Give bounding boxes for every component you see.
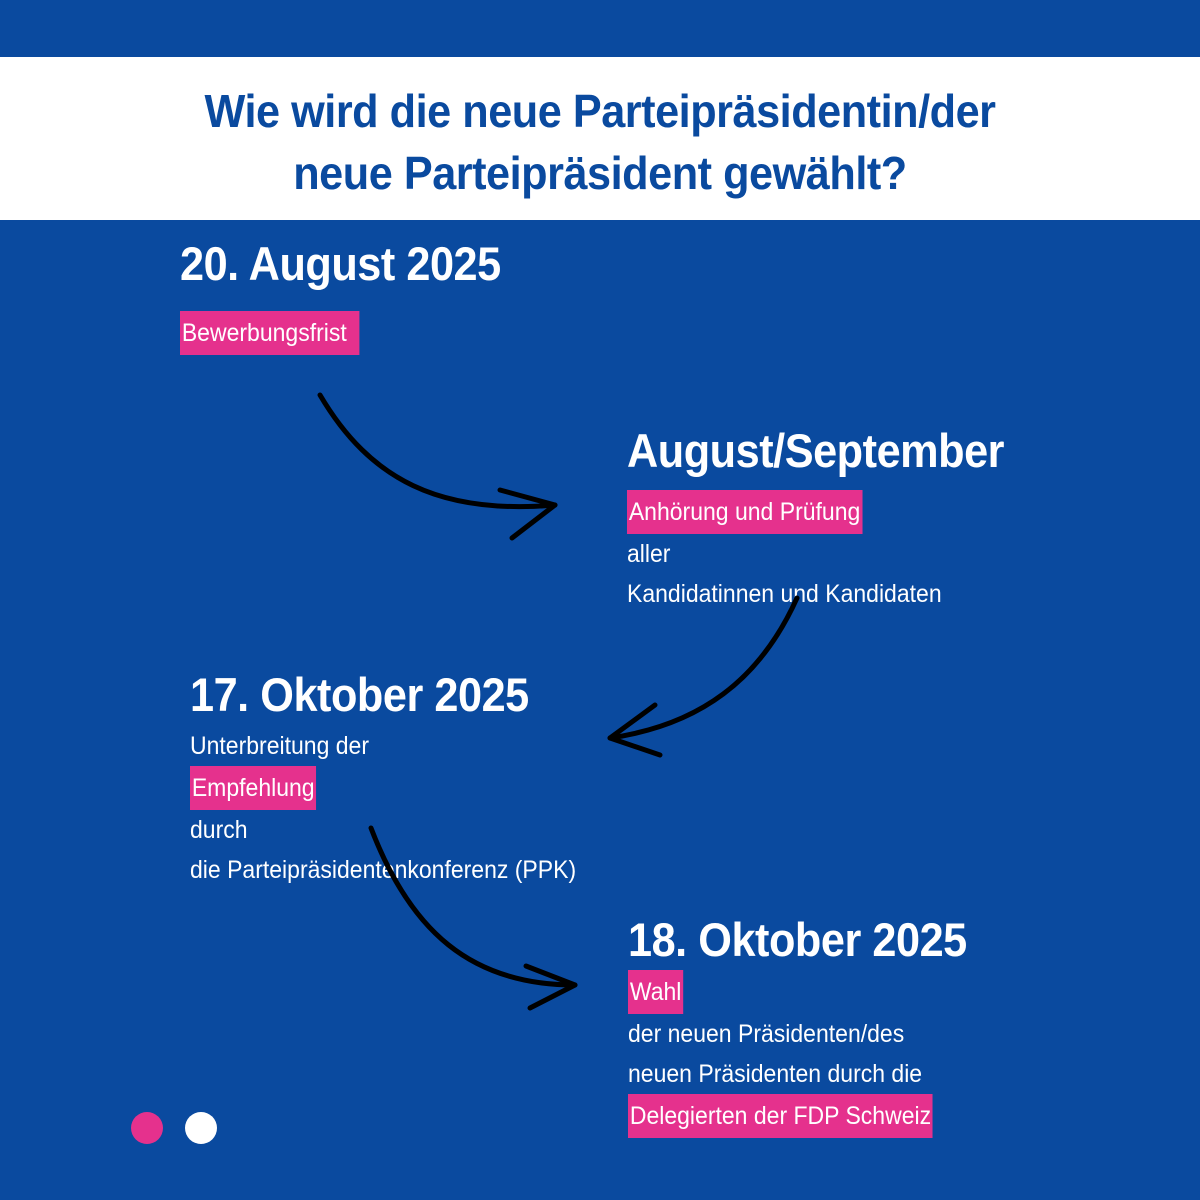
arrow-1-icon [320,395,555,538]
step-4-highlight: Wahl [628,970,683,1014]
title-line-1: Wie wird die neue Parteipräsidentin/der [204,85,996,137]
step-4-text-after: der neuen Präsidenten/des [628,1020,905,1048]
step-3-text-after: durch [190,816,248,844]
title-line-2: neue Parteipräsident gewählt? [293,147,907,199]
step-1-date: 20. August 2025 [180,237,501,290]
step-3-date: 17. Oktober 2025 [190,668,529,721]
step-4-highlight-2: Delegierten der FDP Schweiz [628,1094,933,1138]
step-4-date: 18. Oktober 2025 [628,913,967,966]
pagination-dot-2[interactable] [185,1112,217,1144]
arrow-2-icon [610,598,797,755]
step-2-highlight: Anhörung und Prüfung [627,490,862,534]
step-2-date: August/September [627,424,1005,477]
arrow-3-icon [371,828,575,1008]
step-2-line-2: Kandidatinnen und Kandidaten [627,580,942,608]
step-3-highlight: Empfehlung [190,766,316,810]
step-3-line-2: die Parteipräsidentenkonferenz (PPK) [190,856,577,884]
step-3-text-before: Unterbreitung der [190,732,369,760]
step-4-line-2: neuen Präsidenten durch die [628,1060,923,1088]
step-1-highlight: Bewerbungsfrist [180,311,360,355]
step-2-text-after: aller [627,540,671,568]
pagination-dot-1[interactable] [131,1112,163,1144]
